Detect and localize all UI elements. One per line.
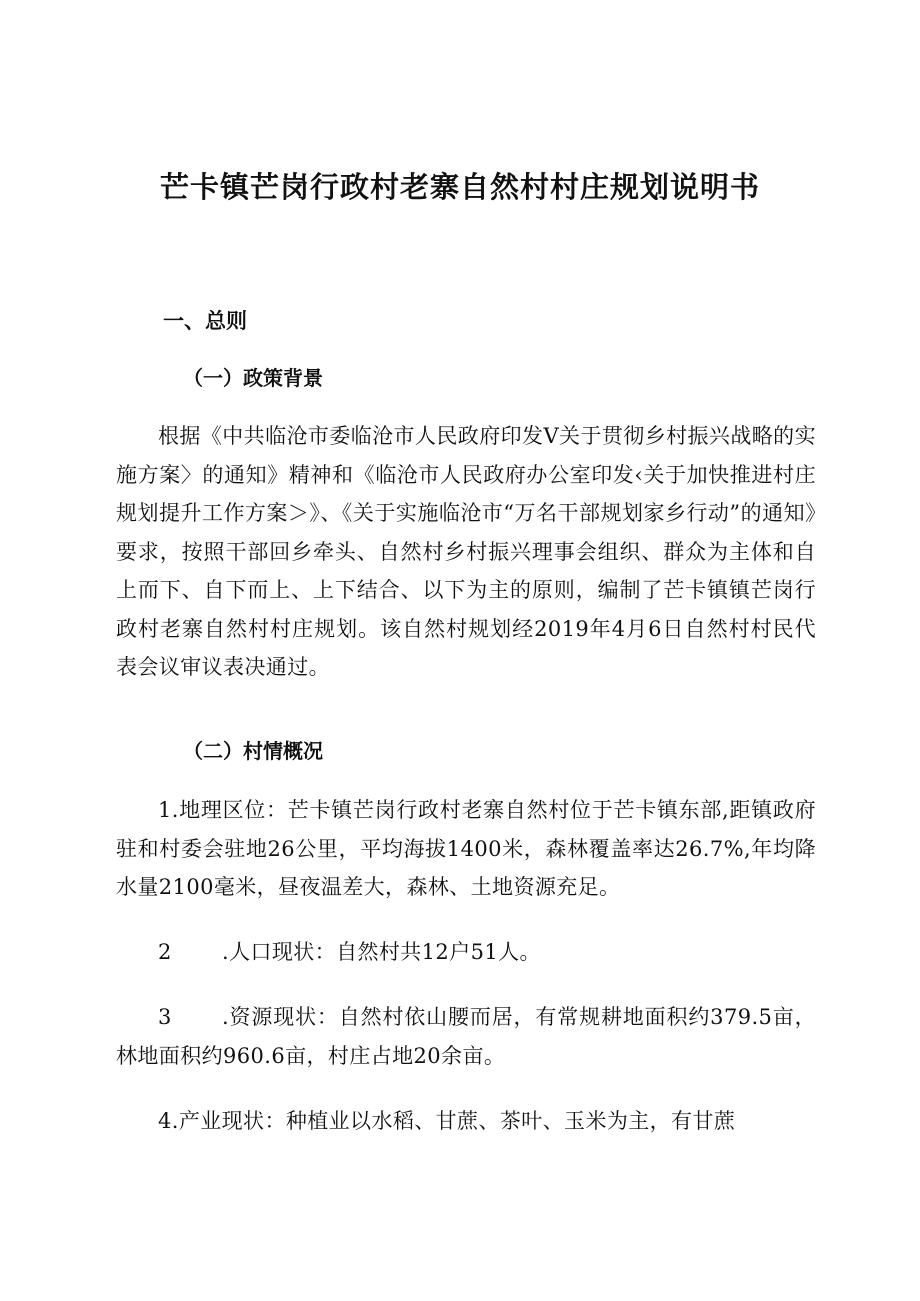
subsection-heading-policy-background: （一）政策背景 (183, 366, 323, 390)
policy-background-text: 根据《中共临沧市委临沧市人民政府印发V关于贯彻乡村振兴战略的实施方案〉的通知》精神和《临沧市人民政府办公室印发‹关于加快推进村庄规划提升工作方案＞》、《关于实施临沧市“万名干部规划家乡行动”的通知》要求，按照干部回乡牵头、自然村乡村振兴理事会组织、群众为主体和自上而下、自下而上、上下结合、以下为主的原则，编制了芒卡镇镇芒岗行政村老寨自然村村庄规划。该自然村规划经2019年4月6日自然村村民代表会议审议表决通过。 (116, 424, 816, 679)
item-number: 3 (158, 1005, 172, 1029)
section-heading-general: 一、总则 (163, 309, 247, 333)
document-title: 芒卡镇芒岗行政村老寨自然村村庄规划说明书 (159, 170, 760, 204)
item-text: .资源现状：自然村依山腰而居，有常规耕地面积约379.5亩，林地面积约960.6亩，村庄占地20余亩。 (116, 1005, 816, 1068)
item-population-status (116, 933, 816, 972)
item-industry-status (116, 1102, 816, 1141)
subsection-heading-village-overview: （二）村情概况 (183, 739, 323, 763)
item-text: .地理区位：芒卡镇芒岗行政村老寨自然村位于芒卡镇东部,距镇政府驻和村委会驻地26公里，平均海拔1400米，森林覆盖率达26.7%,年均降水量2100毫米，昼夜温差大，森林、土地资源充足。 (116, 798, 816, 899)
item-text: .人口现状：自然村共12户51人。 (222, 940, 541, 964)
item-geographic-location (116, 791, 816, 907)
policy-background-paragraph (116, 417, 816, 687)
item-number: 4 (158, 1109, 172, 1133)
item-text: .产业现状：种植业以水稻、甘蔗、茶叶、玉米为主，有甘蔗 (171, 1109, 736, 1133)
item-number: 1 (158, 798, 172, 822)
item-number: 2 (158, 940, 172, 964)
item-resource-status (116, 998, 816, 1075)
